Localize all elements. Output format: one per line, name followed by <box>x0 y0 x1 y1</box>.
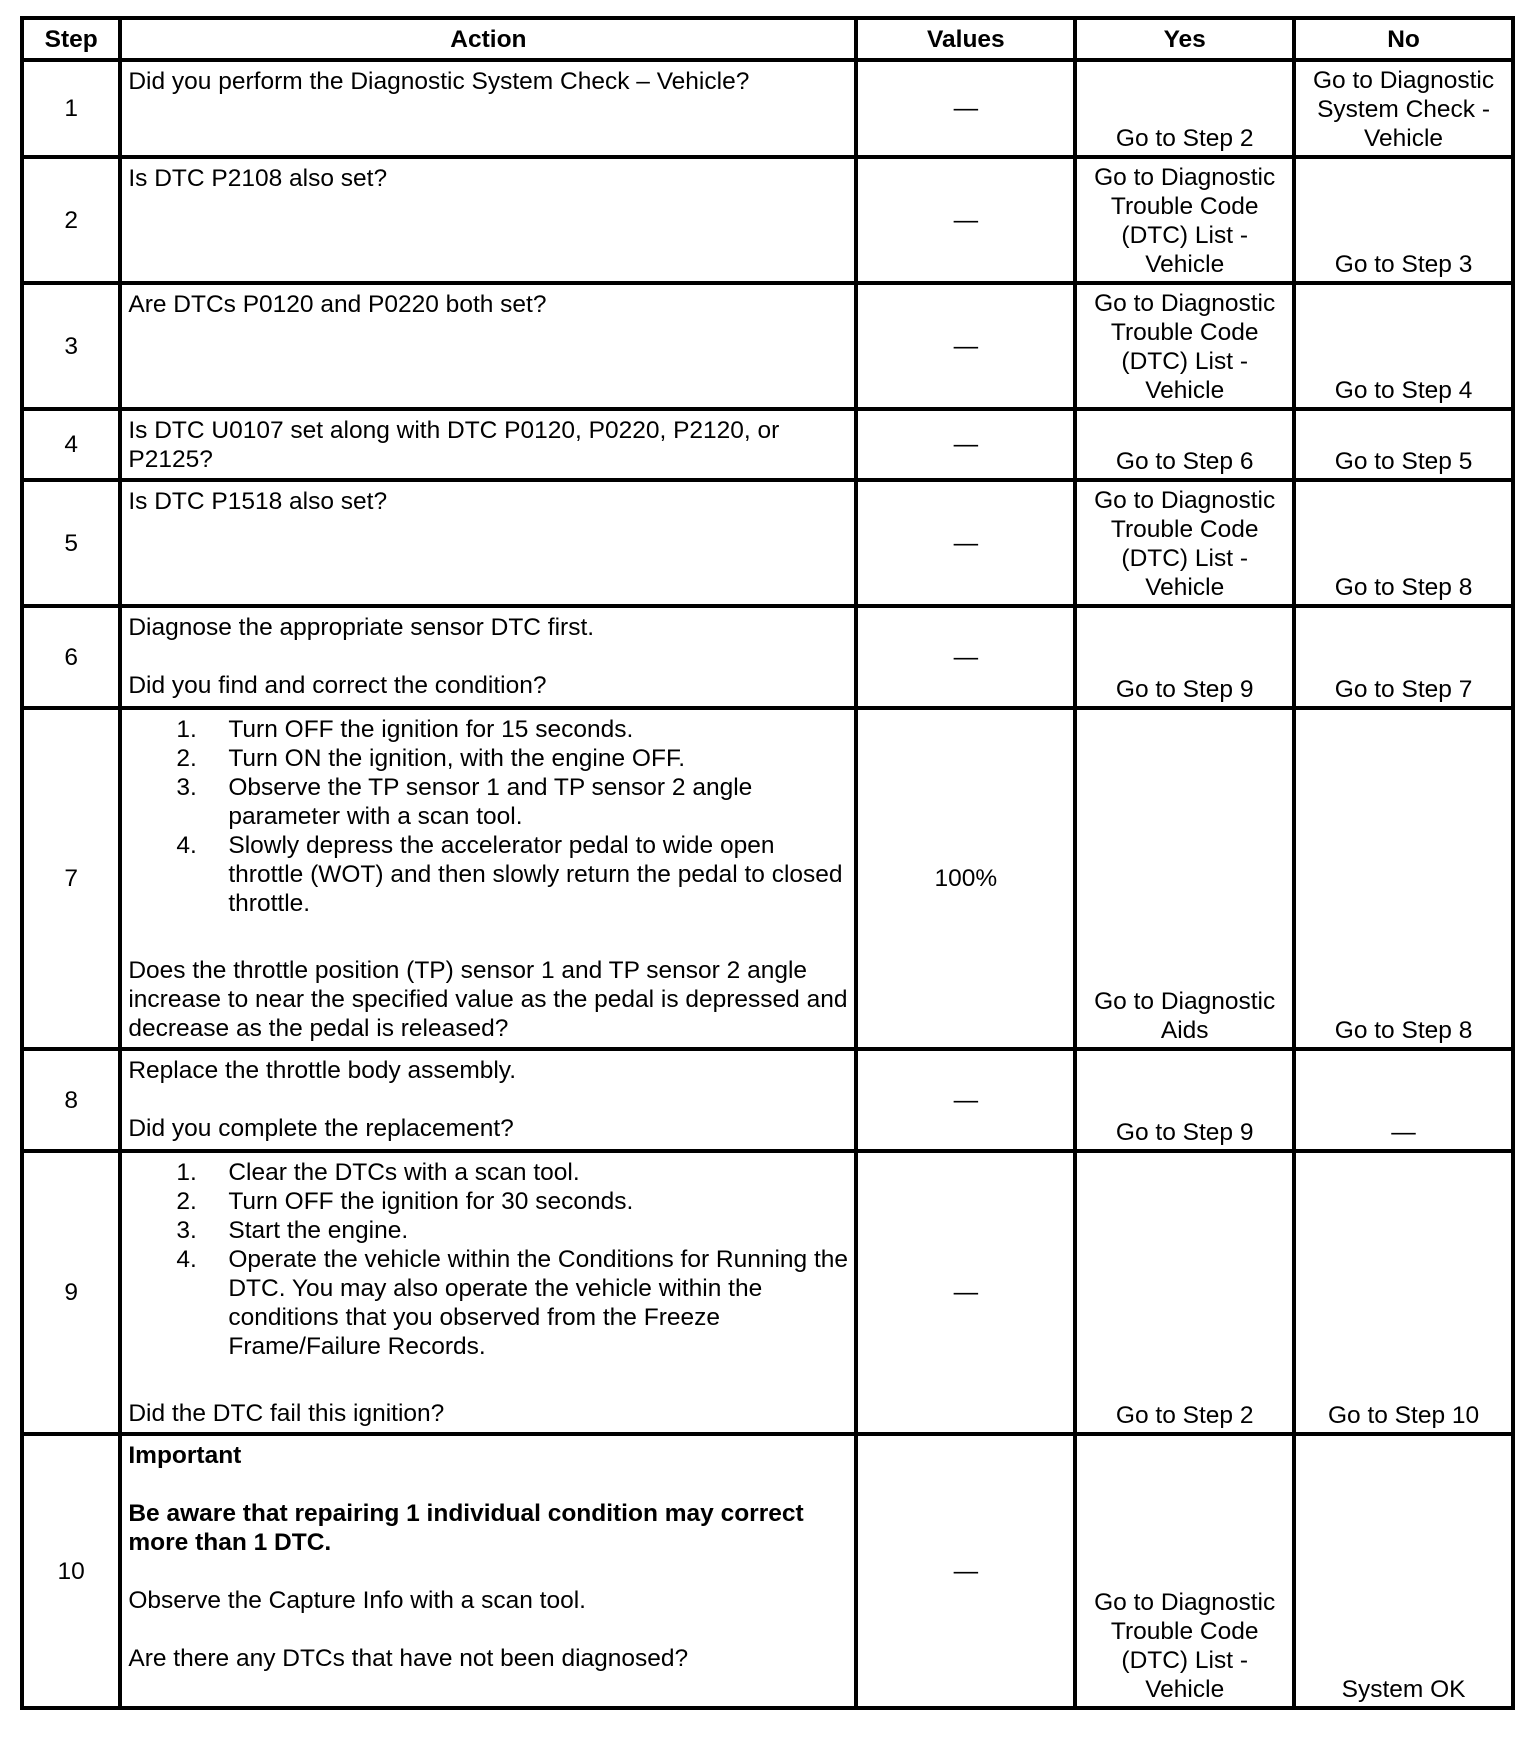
header-no: No <box>1294 18 1513 60</box>
values-cell: — <box>856 1151 1075 1434</box>
table-row <box>22 1151 1513 1434</box>
yes-link[interactable]: Go to Step 2 <box>1075 60 1294 157</box>
step-number: 2 <box>22 157 120 283</box>
step-number: 4 <box>22 409 120 480</box>
action-cell <box>120 409 856 480</box>
step-number: 3 <box>22 283 120 409</box>
action-text: Did you perform the Diagnostic System Check – Vehicle? <box>128 68 750 95</box>
action-text: Replace the throttle body assembly. <box>128 1057 517 1084</box>
action-question: Are there any DTCs that have not been diagnosed? <box>128 1645 689 1672</box>
action-cell <box>120 157 856 283</box>
action-text: Are DTCs P0120 and P0220 both set? <box>128 291 547 318</box>
action-cell <box>120 708 856 1049</box>
table-row <box>22 1049 1513 1151</box>
action-text: Diagnose the appropriate sensor DTC first. <box>128 614 595 641</box>
table-row <box>22 60 1513 157</box>
header-action: Action <box>120 18 856 60</box>
yes-link[interactable]: Go to Step 9 <box>1075 1049 1294 1151</box>
step-number: 8 <box>22 1049 120 1151</box>
action-question: Did you complete the replacement? <box>128 1115 514 1142</box>
no-link: — <box>1294 1049 1513 1151</box>
action-cell <box>120 606 856 708</box>
yes-link[interactable]: Go to Diagnostic Trouble Code (DTC) List - Vehicle <box>1075 1434 1294 1708</box>
yes-link[interactable]: Go to Diagnostic Trouble Code (DTC) List - Vehicle <box>1075 480 1294 606</box>
action-question: Does the throttle position (TP) sensor 1 and TP sensor 2 angle increase to near the specified value as the pedal is depressed and decrease as the pedal is released? <box>128 957 848 1042</box>
table-row <box>22 1434 1513 1708</box>
diagnostic-table <box>20 16 1515 1710</box>
procedure-list <box>128 715 850 918</box>
no-link[interactable]: System OK <box>1294 1434 1513 1708</box>
step-number: 9 <box>22 1151 120 1434</box>
step-number: 6 <box>22 606 120 708</box>
values-cell: — <box>856 1049 1075 1151</box>
list-item: Turn ON the ignition, with the engine OFF. <box>228 745 686 772</box>
table-row <box>22 480 1513 606</box>
values-cell: — <box>856 60 1075 157</box>
list-item: Slowly depress the accelerator pedal to wide open throttle (WOT) and then slowly return the pedal to closed throttle. <box>228 832 843 917</box>
no-link[interactable]: Go to Step 10 <box>1294 1151 1513 1434</box>
yes-link[interactable]: Go to Step 6 <box>1075 409 1294 480</box>
action-cell <box>120 60 856 157</box>
values-cell: — <box>856 409 1075 480</box>
important-text: Be aware that repairing 1 individual condition may correct more than 1 DTC. <box>128 1500 804 1556</box>
procedure-list <box>128 1158 850 1361</box>
action-cell <box>120 1049 856 1151</box>
action-cell <box>120 1434 856 1708</box>
action-text: Is DTC U0107 set along with DTC P0120, P0220, P2120, or P2125? <box>128 417 780 473</box>
action-text: Is DTC P2108 also set? <box>128 165 388 192</box>
header-row <box>22 18 1513 60</box>
yes-link[interactable]: Go to Diagnostic Trouble Code (DTC) List - Vehicle <box>1075 157 1294 283</box>
list-item: Clear the DTCs with a scan tool. <box>228 1159 580 1186</box>
step-number: 5 <box>22 480 120 606</box>
step-number: 10 <box>22 1434 120 1708</box>
no-link[interactable]: Go to Step 4 <box>1294 283 1513 409</box>
action-question: Did you find and correct the condition? <box>128 672 547 699</box>
no-link[interactable]: Go to Step 8 <box>1294 708 1513 1049</box>
list-item: Turn OFF the ignition for 30 seconds. <box>228 1188 634 1215</box>
table-row <box>22 606 1513 708</box>
list-item: Turn OFF the ignition for 15 seconds. <box>228 716 634 743</box>
table-row <box>22 708 1513 1049</box>
step-number: 7 <box>22 708 120 1049</box>
header-values: Values <box>856 18 1075 60</box>
values-cell: — <box>856 606 1075 708</box>
yes-link[interactable]: Go to Step 2 <box>1075 1151 1294 1434</box>
diagnostic-page <box>20 16 1515 1710</box>
important-title: Important <box>128 1442 242 1469</box>
values-cell: — <box>856 157 1075 283</box>
table-row <box>22 409 1513 480</box>
list-item: Operate the vehicle within the Conditions for Running the DTC. You may also operate the vehicle within the conditions that you observed from the Freeze Frame/Failure Records. <box>228 1246 849 1360</box>
action-question: Did the DTC fail this ignition? <box>128 1400 445 1427</box>
header-step: Step <box>22 18 120 60</box>
no-link[interactable]: Go to Step 5 <box>1294 409 1513 480</box>
no-link[interactable]: Go to Step 7 <box>1294 606 1513 708</box>
list-item: Start the engine. <box>228 1217 409 1244</box>
table-row <box>22 283 1513 409</box>
values-cell: — <box>856 283 1075 409</box>
header-yes: Yes <box>1075 18 1294 60</box>
yes-link[interactable]: Go to Step 9 <box>1075 606 1294 708</box>
step-number: 1 <box>22 60 120 157</box>
action-cell <box>120 283 856 409</box>
action-cell <box>120 1151 856 1434</box>
no-link[interactable]: Go to Diagnostic System Check - Vehicle <box>1294 60 1513 157</box>
values-cell: 100% <box>856 708 1075 1049</box>
action-text: Observe the Capture Info with a scan tool. <box>128 1587 586 1614</box>
action-cell <box>120 480 856 606</box>
table-row <box>22 157 1513 283</box>
yes-link[interactable]: Go to Diagnostic Trouble Code (DTC) List - Vehicle <box>1075 283 1294 409</box>
yes-link[interactable]: Go to Diagnostic Aids <box>1075 708 1294 1049</box>
no-link[interactable]: Go to Step 8 <box>1294 480 1513 606</box>
values-cell: — <box>856 480 1075 606</box>
values-cell: — <box>856 1434 1075 1708</box>
action-text: Is DTC P1518 also set? <box>128 488 388 515</box>
list-item: Observe the TP sensor 1 and TP sensor 2 angle parameter with a scan tool. <box>228 774 753 830</box>
no-link[interactable]: Go to Step 3 <box>1294 157 1513 283</box>
